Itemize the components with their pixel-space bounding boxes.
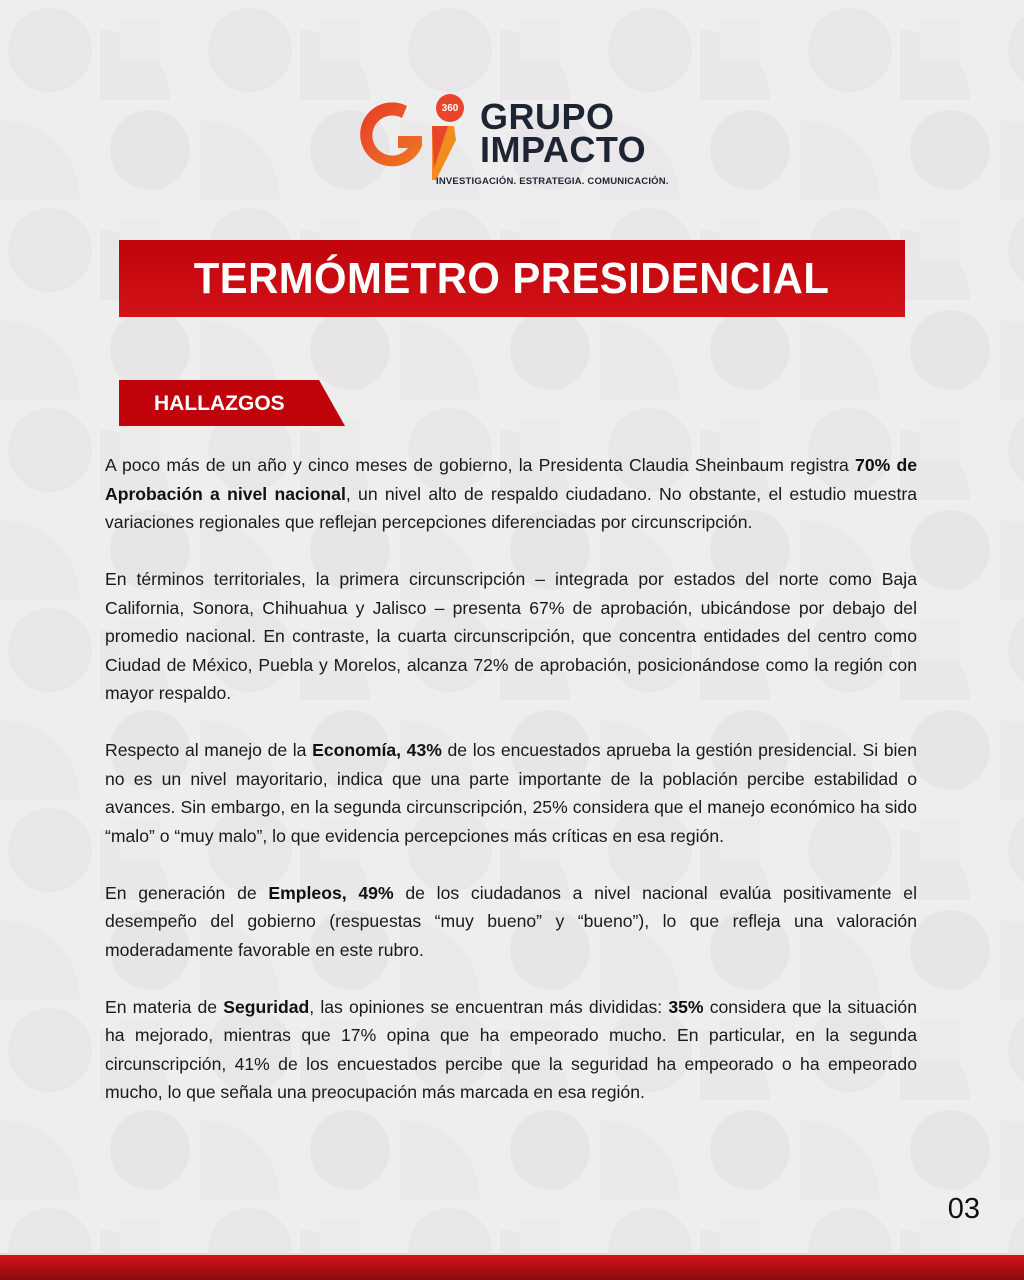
- brand-name-line2: IMPACTO: [480, 129, 647, 170]
- paragraph-economy: [105, 736, 917, 850]
- highlight-economy: Economía, 43%: [312, 740, 442, 760]
- text-run: , las opiniones se encuentran más divididas:: [309, 996, 669, 1017]
- text-run: de los encuestados aprueba la gestión presidencial. Si bien no es un nivel mayoritario, indica que una parte importante de la población percibe estabilidad o avances. Sin embargo, en la segunda circunscripción, 25% considera que el manejo económico ha sido “malo” o “muy malo”, lo que evidencia percepciones más críticas en esa región.: [105, 740, 917, 846]
- highlight-employment: Empleos, 49%: [268, 882, 394, 903]
- brand-name: [480, 96, 647, 170]
- paragraph-territorial: [105, 565, 917, 708]
- highlight-security-percent: 35%: [668, 996, 704, 1017]
- text-run: Respecto al manejo de la: [105, 740, 313, 760]
- page-title: TERMÓMETRO PRESIDENCIAL: [194, 253, 830, 303]
- section-label: HALLAZGOS: [154, 392, 285, 415]
- text-run: considera que la situación ha mejorado, mientras que 17% opina que ha empeorado mucho. En particular, en la segunda circunscripción, 41% de los encuestados percibe que la seguridad ha empeorado o ha empeorado mucho, lo que señala una preocupación más marcada en esa región.: [105, 996, 917, 1102]
- text-run: En generación de: [105, 882, 269, 903]
- text-run: En materia de: [105, 996, 224, 1017]
- text-run: , un nivel alto de respaldo ciudadano. No obstante, el estudio muestra variaciones regionales que reflejan percepciones diferenciadas por circunscripción.: [105, 483, 917, 532]
- page-number: 03: [947, 1193, 980, 1225]
- section-tab: [119, 380, 345, 426]
- paragraph-security: [105, 993, 917, 1107]
- brand-name-line1: GRUPO: [480, 96, 615, 137]
- footer-bar: [0, 1255, 1024, 1280]
- title-banner: [119, 240, 905, 317]
- text-run: de los ciudadanos a nivel nacional evalúa positivamente el desempeño del gobierno (respuestas “muy bueno” y “bueno”), lo que refleja una valoración moderadamente favorable en este rubro.: [105, 882, 917, 960]
- brand-tagline: INVESTIGACIÓN. ESTRATEGIA. COMUNICACIÓN.: [436, 176, 669, 187]
- brand-logo: [352, 88, 672, 193]
- logo-badge-360: 360: [436, 94, 464, 122]
- highlight-security: Seguridad: [223, 996, 310, 1017]
- findings-content: [105, 451, 917, 1135]
- text-run: En términos territoriales, la primera circunscripción – integrada por estados del norte como Baja California, Sonora, Chihuahua y Jalisco – presenta 67% de aprobación, ubicándose por debajo del promedio nacional. En contraste, la cuarta circunscripción, que concentra entidades del centro como Ciudad de México, Puebla y Morelos, alcanza 72% de aprobación, posicionándose como la región con mayor respaldo.: [105, 569, 917, 703]
- paragraph-approval: [105, 451, 917, 537]
- highlight-national-approval: 70% de Aprobación a nivel nacional: [105, 455, 918, 504]
- paragraph-employment: [105, 879, 917, 965]
- text-run: A poco más de un año y cinco meses de gobierno, la Presidenta Claudia Sheinbaum registra: [105, 455, 856, 475]
